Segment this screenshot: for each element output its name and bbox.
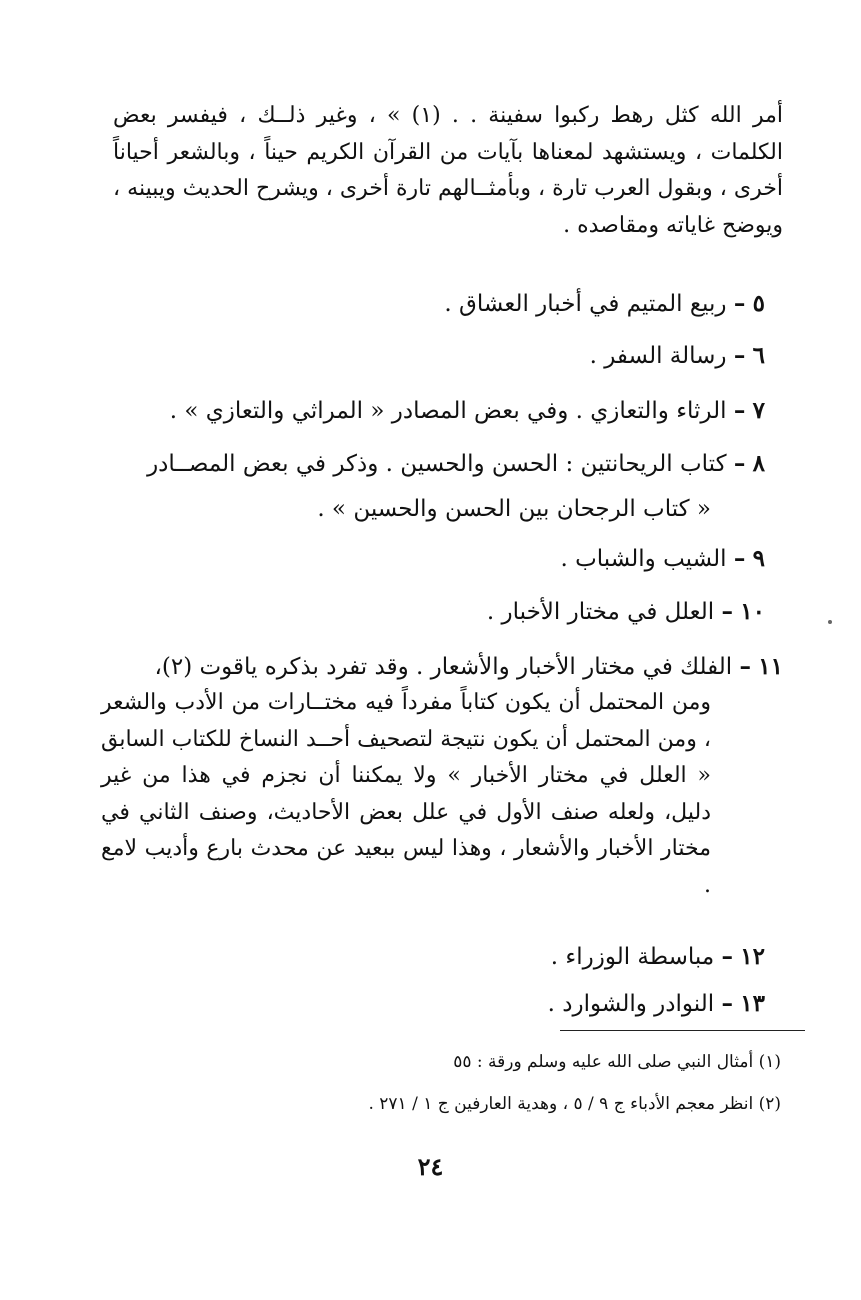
item-number: ٩ xyxy=(752,545,765,572)
list-item-8-continuation: « كتاب الرجحان بين الحسن والحسين » . xyxy=(317,496,711,522)
item-number: ١٣ xyxy=(740,990,765,1017)
item-text: رسالة السفر . xyxy=(589,343,727,369)
item-number: ٥ xyxy=(752,290,765,317)
item-dash: – xyxy=(721,598,733,625)
item-text: الشيب والشباب . xyxy=(560,546,727,572)
list-item-7 xyxy=(113,392,765,430)
list-item-13 xyxy=(113,985,765,1023)
scan-speck xyxy=(828,620,832,624)
list-item-6 xyxy=(113,337,765,375)
item-dash: – xyxy=(733,397,746,424)
item-text: النوادر والشوارد . xyxy=(547,991,715,1017)
item-number: ١٢ xyxy=(740,943,765,970)
footnote-1: (١) أمثال النبي صلى الله عليه وسلم ورقة : ٥٥ xyxy=(453,1052,781,1072)
intro-paragraph: أمر الله كثل رهط ركبوا سفينة . . (١) » ، وغير ذلــك ، فيفسر بعض الكلمات ، ويستشهد لمعناها بآيات من القرآن الكريم حيناً ، وبالشعر أحياناً أخرى ، وبقول العرب تارة ، وبأمثــالهم تارة أخرى ، ويشرح الحديث ويبينه ، ويوضح غاياته ومقاصده . xyxy=(113,103,783,238)
item-text: مباسطة الوزراء . xyxy=(550,944,715,970)
item-dash: – xyxy=(733,342,746,369)
footnote-2: (٢) انظر معجم الأدباء ج ٩ / ٥ ، وهدية العارفين ج ١ / ٢٧١ . xyxy=(368,1094,781,1114)
item-text: الرثاء والتعازي . وفي بعض المصادر « المراثي والتعازي » . xyxy=(169,398,727,424)
item-number: ٧ xyxy=(752,397,765,424)
footnote-divider xyxy=(560,1030,805,1031)
list-item-5 xyxy=(113,285,765,323)
list-item-12 xyxy=(113,938,765,976)
item-dash: – xyxy=(733,450,746,477)
item-dash: – xyxy=(739,653,751,680)
item-dash: – xyxy=(733,290,746,317)
item-dash: – xyxy=(721,990,733,1017)
list-item-11-body: ومن المحتمل أن يكون كتاباً مفرداً فيه مختــارات من الأدب والشعر ، ومن المحتمل أن يكون نتيجة لتصحيف أحــد النساخ للكتاب السابق « العلل في مختار الأخبار » ولا يمكننا أن نجزم في هذا من غير دليل، ولعله صنف الأول في علل بعض الأحاديث، وصنف الثاني في مختار الأخبار والأشعار ، وهذا ليس ببعيد عن محدث بارع وأديب لامع . xyxy=(101,690,711,898)
page-number: ٢٤ xyxy=(417,1152,444,1181)
list-item-11 xyxy=(103,648,783,686)
item-text: العلل في مختار الأخبار . xyxy=(486,599,715,625)
item-text: الفلك في مختار الأخبار والأشعار . وقد تفرد بذكره ياقوت (٢)، xyxy=(154,654,733,680)
item-number: ٦ xyxy=(752,342,765,369)
item-text: ربيع المتيم في أخبار العشاق . xyxy=(444,291,727,317)
item-number: ٨ xyxy=(752,450,765,477)
list-item-10 xyxy=(113,593,765,631)
item-number: ١٠ xyxy=(740,598,765,625)
list-item-8 xyxy=(113,445,765,483)
item-text: كتاب الريحانتين : الحسن والحسين . وذكر في بعض المصــادر xyxy=(147,451,727,477)
item-dash: – xyxy=(733,545,746,572)
item-dash: – xyxy=(721,943,733,970)
item-number: ١١ xyxy=(758,653,783,680)
list-item-9 xyxy=(113,540,765,578)
